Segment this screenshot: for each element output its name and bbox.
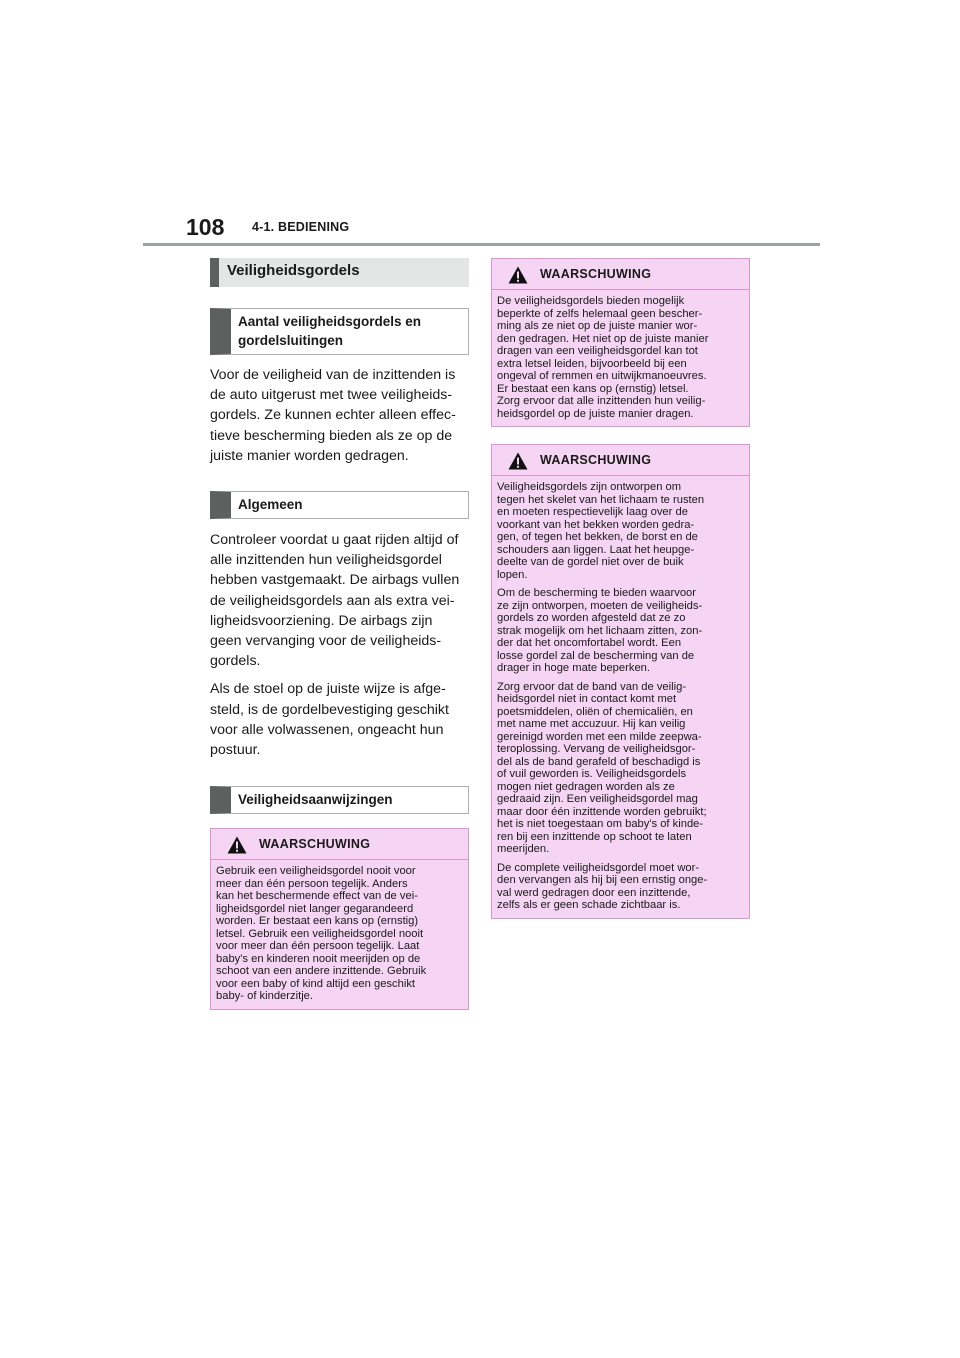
warning-body (211, 860, 468, 1009)
warning-box-right-2 (491, 444, 750, 919)
warning-header (492, 445, 749, 476)
subheading-count: Aantal veiligheidsgordels en gordelsluitingen (210, 308, 469, 355)
warning-body (492, 290, 749, 426)
warning-triangle-icon (227, 836, 247, 854)
header-rule (143, 243, 820, 246)
page-number: 108 (186, 214, 225, 240)
warning-paragraph: De complete veiligheidsgordel moet wor- den vervangen als hij bij een ernstig onge- val werd gedragen door een inzittende, zelfs als er geen schade zichtbaar is. (497, 861, 708, 911)
right-column (491, 258, 750, 919)
warning-text: Gebruik een veiligheidsgordel nooit voor meer dan één persoon tegelijk. Anders kan het beschermende effect van de vei- ligheidsgordel niet langer gegarandeerd worden. Er bestaat een kans op (ernstig) letsel. Gebruik een veiligheidsgordel nooit voor meer dan één persoon tegelijk. Laat baby's en kinderen nooit meerijden op de schoot van een andere inzittende. Gebruik voor een baby of kind altijd een geschikt baby- of kinderzitje. (216, 865, 427, 1003)
warning-title: WAARSCHUWING (259, 837, 371, 852)
main-title-bar (210, 258, 469, 287)
main-title: Veiligheidsgordels (227, 262, 360, 279)
section-name: 4-1. BEDIENING (252, 220, 350, 234)
warning-paragraph: Om de bescherming te bieden waarvoor ze zijn ontworpen, moeten de veiligheids- gordels zo worden afgesteld dat ze zo strak mogelijk om het lichaam zitten, zon- der dat het oncomfortabel wordt. Een losse gordel zal de bescherming van de drager in hoge mate beperken. (497, 587, 703, 674)
paragraph-count: Voor de veiligheid van de inzittenden is de auto uitgerust met twee veiligheids- gordels. Ze kunnen echter alleen effec- tieve bescherming bieden als ze op de juiste manier worden gedragen. (210, 367, 456, 464)
warning-body (492, 476, 749, 918)
subheading-safety: Veiligheidsaanwijzingen (210, 786, 469, 814)
subheading-general: Algemeen (210, 491, 469, 519)
warning-header (211, 829, 468, 860)
warning-header (492, 259, 749, 290)
warning-text: De veiligheidsgordels bieden mogelijk beperkte of zelfs helemaal geen bescher- ming als ze niet op de juiste manier wor- den gedragen. Het niet op de juiste manier dragen van een veiligheidsgordel kan tot extra letsel leiden, bijvoorbeeld bij een ongeval of remmen en uitwijkmanoeuvres. Er bestaat een kans op (ernstig) letsel. Zorg ervoor dat alle inzittenden hun veilig- heidsgordel op de juiste manier dragen. (497, 295, 709, 420)
left-column (210, 258, 469, 1010)
warning-paragraph: Zorg ervoor dat de band van de veilig- heidsgordel niet in contact komt met poetsmiddelen, oliën of chemicaliën, en met name met accuzuur. Hij kan veilig gereinigd worden met een milde zeepwa- teroplossing. Vervang de veiligheidsgor- del als de band gerafeld of beschadigd is of vuil geworden is. Veiligheidsgordels mogen niet gedragen worden als ze gedraaid zijn. Een veiligheidsgordel mag maar door één inzittende worden gebruikt; het is niet toegestaan om baby's of kinde- ren bij een inzittende op schoot te laten meerijden. (497, 680, 707, 855)
paragraph-general-1: Controleer voordat u gaat rijden altijd of alle inzittenden hun veiligheidsgordel hebben vastgemaakt. De airbags vullen de veiligheidsgordels aan als extra vei- ligheidsvoorziening. De airbags zijn geen vervanging voor de veiligheids- gordels. (210, 532, 460, 670)
warning-triangle-icon (508, 452, 528, 470)
warning-box-left (210, 828, 469, 1010)
warning-paragraph: Veiligheidsgordels zijn ontworpen om tegen het skelet van het lichaam te rusten en moeten respectievelijk laag over de voorkant van het bekken worden gedra- gen, of tegen het bekken, de borst en de schouders aan liggen. Laat het heupge- deelte van de gordel niet over de buik lopen. (497, 481, 705, 581)
paragraph-general-2: Als de stoel op de juiste wijze is afge- steld, is de gordelbevestiging geschikt voor alle volwassenen, ongeacht hun postuur. (210, 681, 449, 759)
warning-title: WAARSCHUWING (540, 453, 652, 467)
warning-triangle-icon (508, 266, 528, 284)
warning-title: WAARSCHUWING (540, 267, 652, 281)
warning-box-right-1 (491, 258, 750, 427)
